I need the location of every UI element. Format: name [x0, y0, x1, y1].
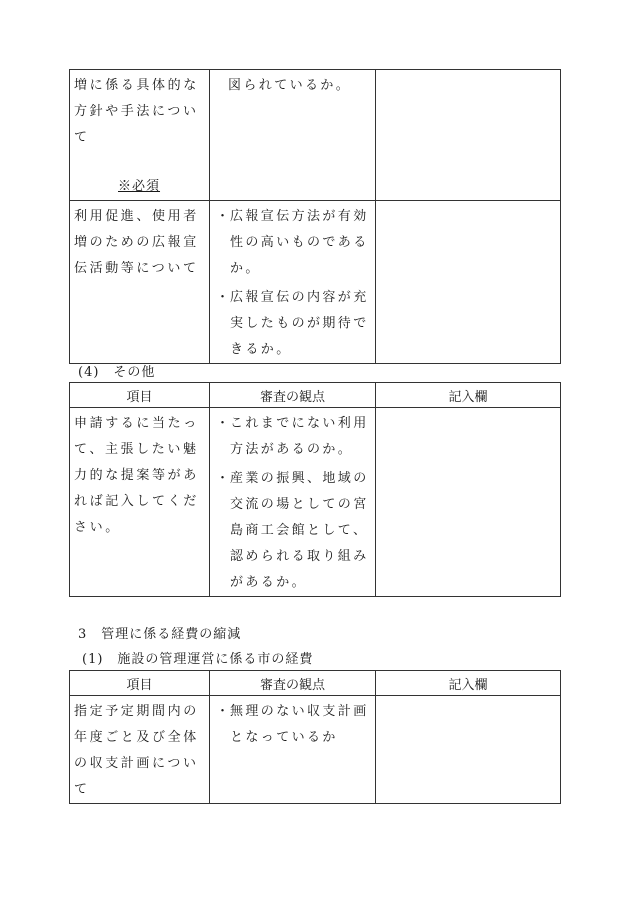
table-row — [70, 201, 561, 364]
bullet-mark: ・ — [216, 471, 232, 486]
item-cell — [70, 408, 210, 597]
viewpoint-cell — [210, 408, 376, 597]
table-row — [70, 696, 561, 804]
viewpoint-bullet — [210, 408, 375, 463]
entry-cell[interactable] — [376, 201, 561, 364]
viewpoint-cell — [210, 201, 376, 364]
item-cell — [70, 696, 210, 804]
entry-cell[interactable] — [376, 70, 561, 201]
header-entry: 記入欄 — [376, 671, 561, 696]
item-text: 申請するに当たって、主張したい魅力的な提案等があれば記入してください。 — [74, 416, 199, 535]
item-cell — [70, 201, 210, 364]
bullet-mark: ・ — [216, 209, 232, 224]
header-viewpoint: 審査の観点 — [210, 671, 376, 696]
entry-cell[interactable] — [376, 408, 561, 597]
required-mark: ※必須 — [118, 179, 161, 194]
viewpoint-bullet — [210, 696, 375, 751]
table-header-row — [70, 671, 561, 696]
header-viewpoint: 審査の観点 — [210, 383, 376, 408]
viewpoint-cell — [210, 70, 376, 201]
bullet-text: 広報宣伝方法が有効性の高いものであるか。 — [230, 209, 369, 276]
section-3-heading: 3 管理に係る経費の縮減 — [78, 627, 242, 642]
table-row — [70, 70, 561, 201]
section-3-1-heading: (1) 施設の管理運営に係る市の経費 — [82, 652, 314, 667]
item-text: 指定予定期間内の年度ごと及び全体の収支計画について — [74, 704, 199, 797]
table-other — [69, 382, 561, 597]
bullet-text: 無理のない収支計画となっているか — [230, 704, 369, 745]
header-item: 項目 — [70, 383, 210, 408]
bullet-mark: ・ — [216, 290, 232, 305]
table-cost — [69, 670, 561, 804]
item-text: 増に係る具体的な方針や手法について — [74, 78, 199, 145]
bullet-text: 産業の振興、地域の交流の場としての宮島商工会館として、認められる取り組みがあるか。 — [230, 471, 369, 590]
header-entry: 記入欄 — [376, 383, 561, 408]
bullet-mark: ・ — [216, 416, 232, 431]
viewpoint-bullet — [210, 282, 375, 363]
bullet-text: これまでにない利用方法があるのか。 — [230, 416, 369, 457]
viewpoint-bullet — [210, 201, 375, 282]
viewpoint-bullet — [210, 463, 375, 596]
item-cell — [70, 70, 210, 201]
item-text: 利用促進、使用者増のための広報宣伝活動等について — [74, 209, 199, 276]
header-item: 項目 — [70, 671, 210, 696]
viewpoint-cell — [210, 696, 376, 804]
viewpoint-text: 図られているか。 — [228, 78, 352, 93]
entry-cell[interactable] — [376, 696, 561, 804]
table-header-row — [70, 383, 561, 408]
bullet-text: 広報宣伝の内容が充実したものが期待できるか。 — [230, 290, 369, 357]
table-row — [70, 408, 561, 597]
table-continued — [69, 69, 561, 364]
section-4-heading: (4) その他 — [78, 365, 156, 380]
bullet-mark: ・ — [216, 704, 232, 719]
